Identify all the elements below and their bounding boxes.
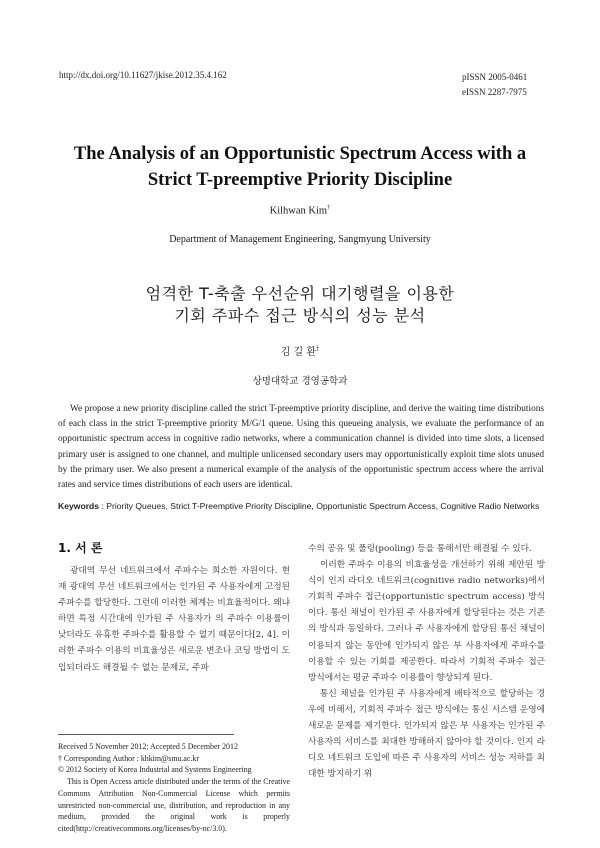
paragraph: 이러한 주파수 이용의 비효율성을 개선하기 위해 제안된 방식이 인지 라디오 네트워크(cognitive radio networks)에서 기회적 주파수 접근(opportunistic spectrum access) 방식이다. 통신 채널이 인가된 주 사용자에게 할당된다는 것은 기존의 방식과 동일하다. 그러나 주 사용자에게 할당된 통신 채널이 이용되지 않는 동안에 인가되지 않은 부 사용자에게 주파수를 이용할 수 있는 기회를 제공한다. 따라서 기회적 주파수 접근 방식에서는 평균 주파수 이용률이 향상되게 된다. <box>308 560 545 683</box>
paragraph: 광대역 무선 네트워크에서 주파수는 희소한 자원이다. 현재 광대역 무선 네트워크에서는 인가된 주 사용자에게 고정된 주파수를 할당한다. 그런데 이러한 체계는 비효율적이다. 왜냐하면 특정 시간대에 인가된 주 사용자가 의 주파수 이용률이 낮더라도 유휴한 주파수를 활용할 수 없기 때문이다[2, 4]. 이러한 주파수 이용의 비효율성은 새로운 변조나 코딩 방법이 도입되더라도 해결될 수 없는 문제로, 주파 <box>58 566 290 673</box>
title-ko-line2: 기회 주파수 접근 방식의 성능 분석 <box>174 306 426 325</box>
body-column-right <box>308 541 545 782</box>
received-date: Received 5 November 2012; Accepted 5 December 2012 <box>58 742 238 751</box>
issn-block <box>462 70 544 100</box>
body-column-left <box>58 563 290 676</box>
title-ko-line1: 엄격한 T-축출 우선순위 대기행렬을 이용한 <box>145 284 455 303</box>
paper-title-en <box>40 141 560 193</box>
keywords-text: : Priority Queues, Strict T-Preemptive Priority Discipline, Opportunistic Spectrum Access, Cognitive Radio Networks <box>99 501 540 511</box>
title-en-line1: The Analysis of an Opportunistic Spectrum Access with a <box>73 144 527 164</box>
affiliation-en: Department of Management Engineering, Sangmyung University <box>169 234 431 245</box>
paragraph: 수의 공유 및 풀링(pooling) 등을 통해서만 해결될 수 있다. <box>308 544 532 554</box>
title-en-line2: Strict T-preemptive Priority Discipline <box>147 170 453 190</box>
corresponding-author: † Corresponding Author : khkim@smu.ac.kr <box>58 753 199 763</box>
section-heading-introduction: 1. 서 론 <box>58 541 103 555</box>
abstract: We propose a new priority discipline called the strict T-preemptive priority discipline, and derive the waiting time distributions of each class in the strict T-preemptive priority M/G/1 queue. Using this queueing analysis, we evaluate the performance of an opportunistic spectrum access in cognitive radio networks, where a communication channel is divided into time slots, a licensed primary user is assigned to one channel, and multiple unlicensed secondary users may opportunistically exploit time slots unused by the primary user. We also present a numerical example of the analysis of the opportunistic spectrum access where the arrival rates and service times distributions of each users are identical. <box>58 404 544 491</box>
copyright: © 2012 Society of Korea Industrial and Systems Engineering <box>58 765 252 775</box>
paper-title-ko <box>40 283 560 327</box>
keywords-label: Keywords <box>58 501 100 511</box>
keywords <box>58 501 558 511</box>
author-en <box>0 204 600 217</box>
footnote-divider <box>58 734 234 735</box>
affiliation-ko: 상명대학교 경영공학과 <box>252 376 348 387</box>
corresponding-mark: † <box>327 204 331 211</box>
footnotes <box>58 741 290 835</box>
doi-link[interactable]: http://dx.doi.org/10.11627/jkise.2012.35.4.162 <box>59 70 227 80</box>
author-ko-name: 김 길 환 <box>280 347 317 358</box>
license-text: This is Open Access article distributed under the terms of the Creative Commons Attribution Non-Commercial License which permits unrestricted non-commercial use, distribution, and reproduction in any medium, provided the original work is properly cited(http://creativecommons.org/licenses/by-nc/3.0). <box>58 777 290 833</box>
corresponding-mark-ko: † <box>316 344 320 353</box>
paragraph: 통신 채널을 인가된 주 사용자에게 배타적으로 할당하는 경우에 비해서, 기회적 주파수 접근 방식에는 통신 시스템 운영에 새로운 문제를 제기한다. 인가되지 않은 부 사용자는 인가된 주 사용자의 서비스를 최대한 방해하지 않아야 할 것이다. 인지 라디오 네트워크 도입에 따른 주 사용자의 서비스 성능 저하를 최대한 방지하기 위 <box>308 688 545 780</box>
author-en-name: Kilhwan Kim <box>269 205 328 217</box>
pissn: pISSN 2005-0461 <box>462 72 528 82</box>
author-ko <box>0 343 600 358</box>
eissn: eISSN 2287-7975 <box>462 87 527 97</box>
